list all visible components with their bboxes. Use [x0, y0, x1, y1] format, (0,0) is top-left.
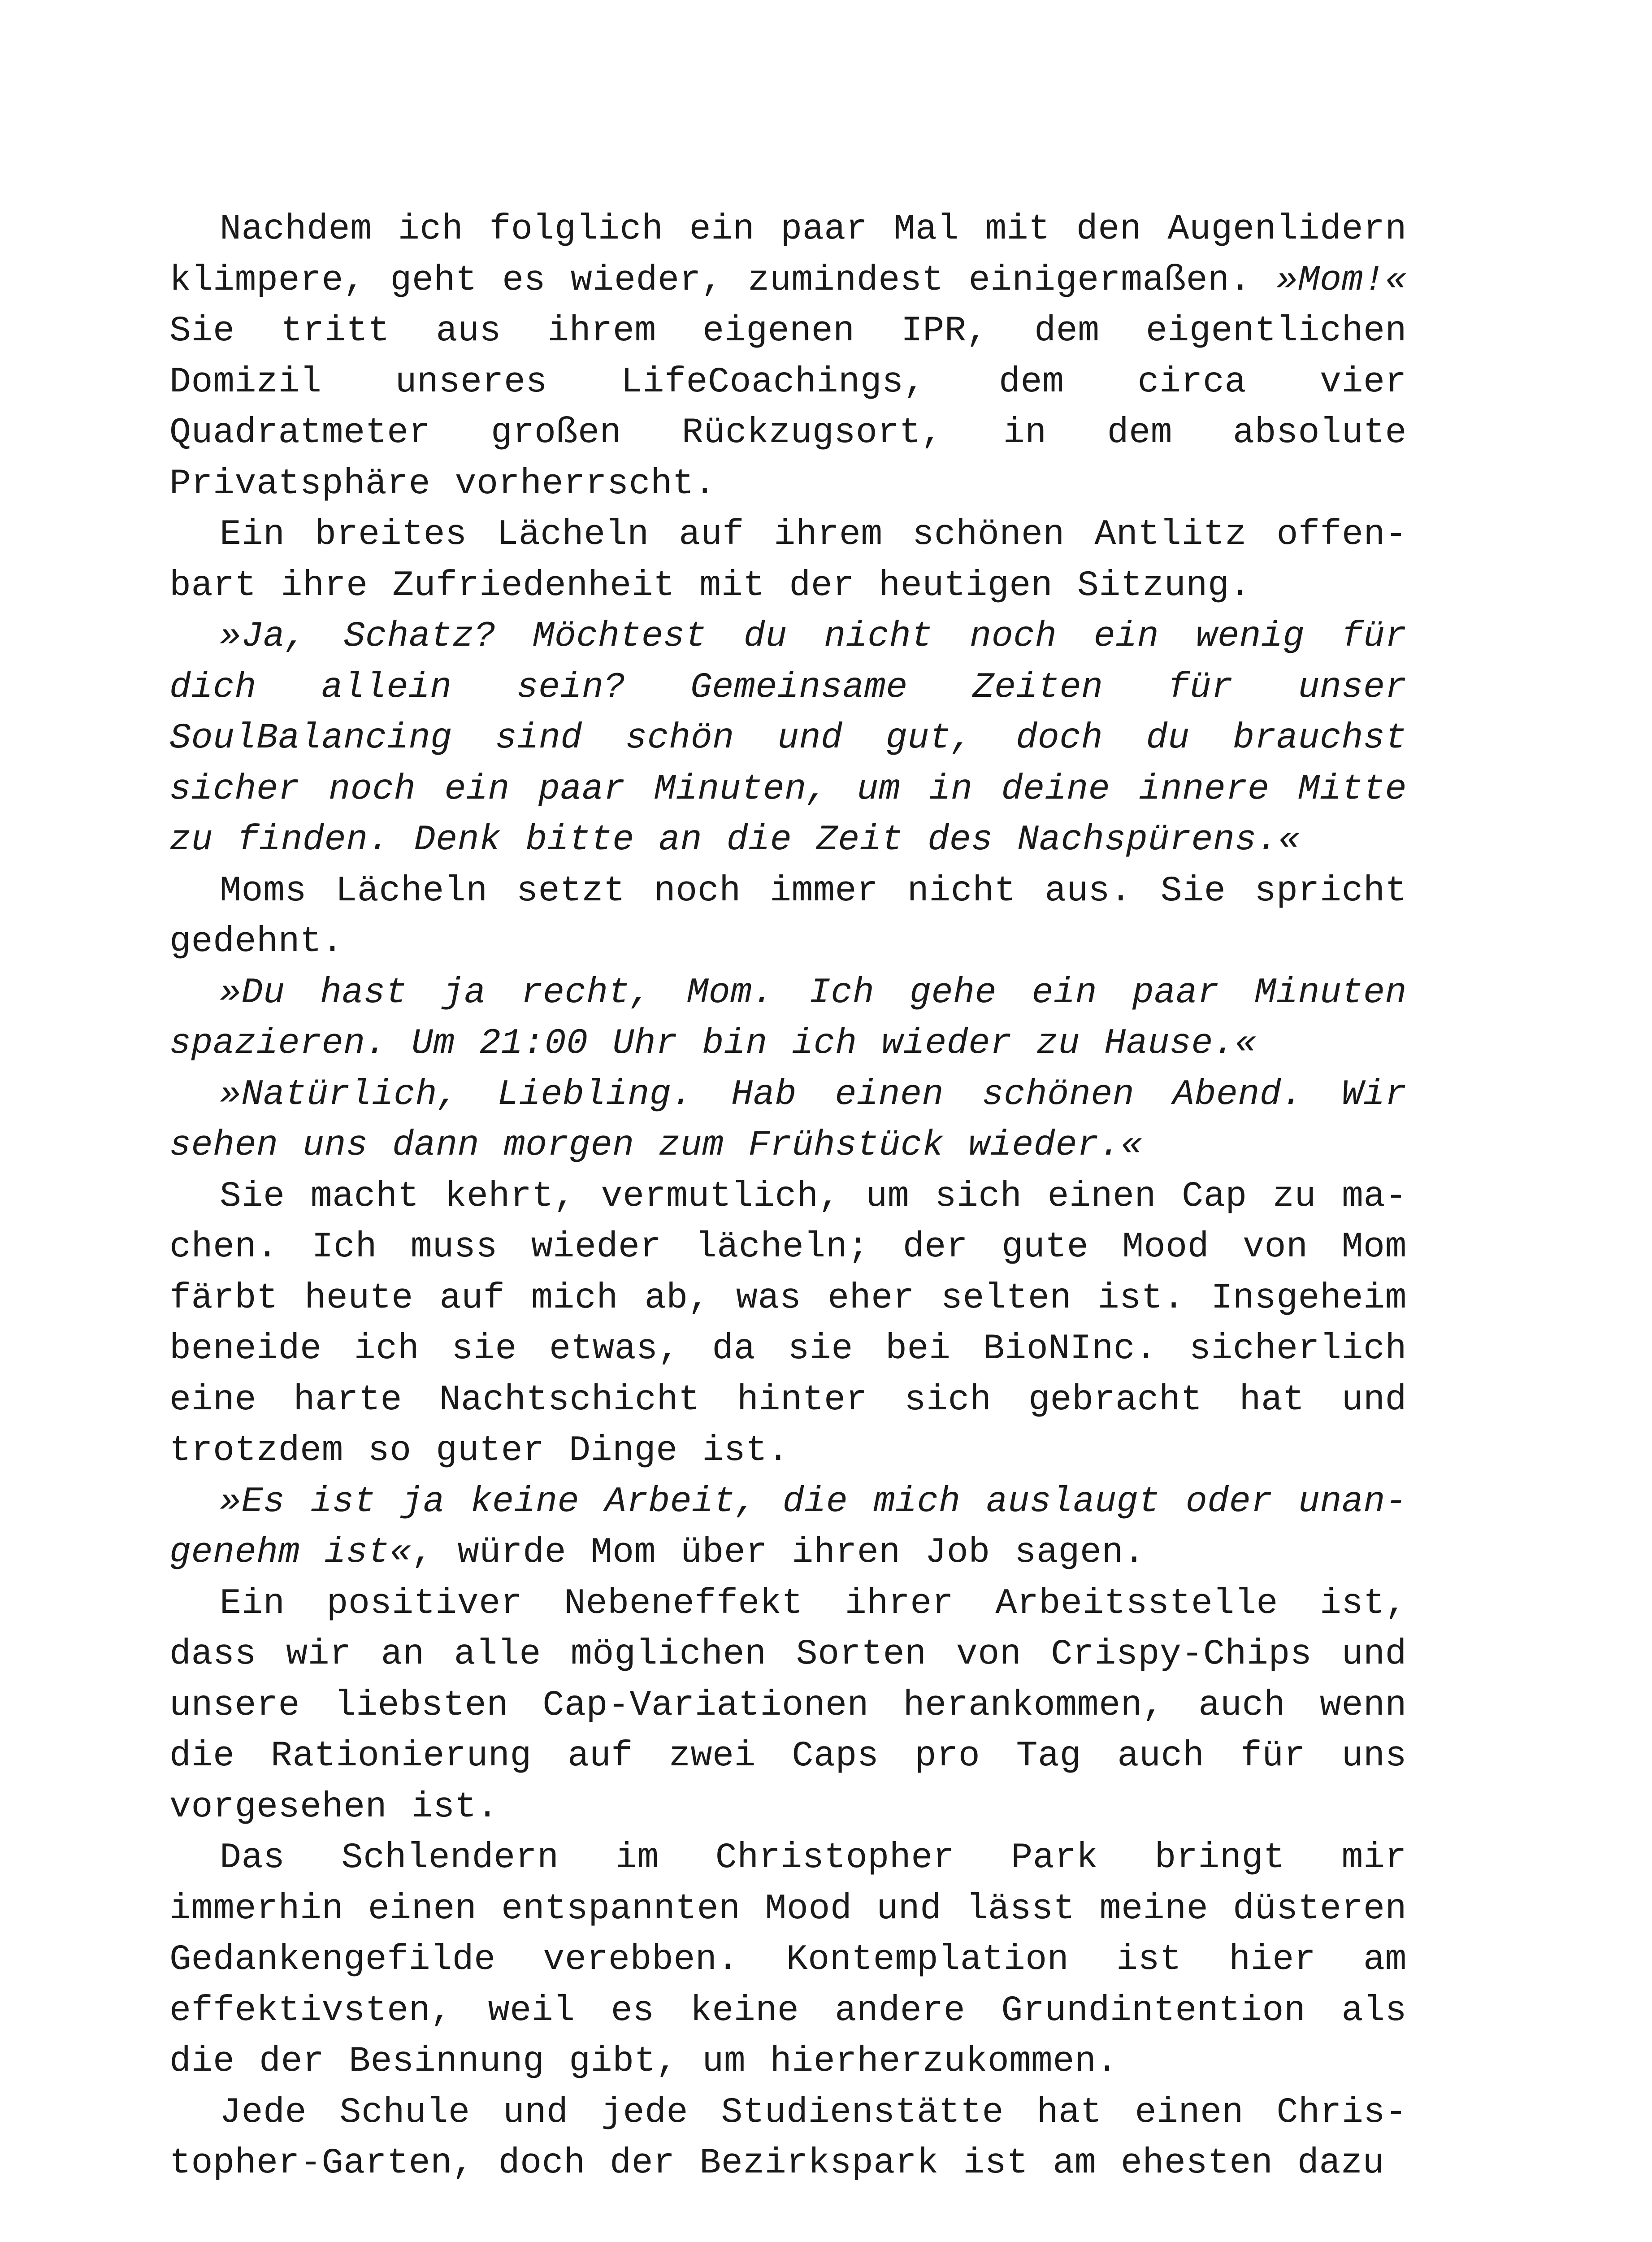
text-run: Jede Schule und jede Studienstätte hat einen Christopher-Garten, doch der Bezirkspark ist am ehesten dazu — [169, 2092, 1407, 2184]
paragraph — [169, 1171, 1407, 1477]
body-text — [169, 204, 1407, 2189]
italic-text-run: »Du hast ja recht, Mom. Ich gehe ein paar Minuten spazieren. Um 21:00 Uhr bin ich wieder zu Hause.« — [169, 972, 1407, 1064]
text-run: Ein positiver Nebeneffekt ihrer Arbeitsstelle ist, dass wir an alle möglichen Sorten von Crispy-Chips und unsere liebsten Cap-Variationen herankommen, auch wenn die Rationierung auf zwei Caps pro Tag auch für uns vorgesehen ist. — [169, 1583, 1407, 1828]
text-run: Sie macht kehrt, vermutlich, um sich einen Cap zu machen. Ich muss wieder lächeln; der gute Mood von Mom färbt heute auf mich ab, was eher selten ist. Insgeheim beneide ich sie etwas, da sie bei BioNInc. sicherlich eine harte Nachtschicht hinter sich gebracht hat und trotzdem so guter Dinge ist. — [169, 1176, 1407, 1471]
paragraph — [169, 611, 1407, 866]
paragraph — [169, 2087, 1407, 2189]
text-run: Moms Lächeln setzt noch immer nicht aus. Sie spricht gedehnt. — [169, 870, 1407, 962]
text-run: Das Schlendern im Christopher Park bringt mir immerhin einen entspannten Mood und lässt meine düsteren Gedankengefilde verebben. Kontemplation ist hier am effektivsten, weil es keine andere Grundintention als die der Besinnung gibt, um hierherzukommen. — [169, 1838, 1407, 2082]
paragraph — [169, 1477, 1407, 1578]
paragraph — [169, 968, 1407, 1069]
italic-text-run: »Mom!« — [1276, 260, 1407, 301]
text-run: Ein breites Lächeln auf ihrem schönen Antlitz offenbart ihre Zufriedenheit mit der heutigen Sitzung. — [169, 514, 1407, 606]
text-run: Sie tritt aus ihrem eigenen IPR, dem eigentlichen Domizil unseres LifeCoachings, dem circa vier Quadratmeter großen Rückzugsort, in dem absolute Privatsphäre vorherrscht. — [169, 311, 1407, 504]
text-run: Nachdem ich folglich ein paar Mal mit den Augenlidern klimpere, geht es wieder, zumindest einigermaßen. — [169, 209, 1407, 301]
paragraph — [169, 1578, 1407, 1833]
paragraph — [169, 866, 1407, 968]
paragraph — [169, 509, 1407, 611]
italic-text-run: »Natürlich, Liebling. Hab einen schönen Abend. Wir sehen uns dann morgen zum Frühstück wieder.« — [169, 1074, 1407, 1166]
paragraph — [169, 204, 1407, 509]
paragraph — [169, 1833, 1407, 2087]
italic-text-run: »Es ist ja keine Arbeit, die mich auslaugt oder unangenehm ist« — [169, 1481, 1407, 1573]
italic-text-run: »Ja, Schatz? Möchtest du nicht noch ein wenig für dich allein sein? Gemeinsame Zeiten für unser SoulBalancing sind schön und gut, doch du brauchst sicher noch ein paar Minuten, um in deine innere Mitte zu finden. Denk bitte an die Zeit des Nachspürens.« — [169, 616, 1407, 860]
text-run: , würde Mom über ihren Job sagen. — [411, 1532, 1145, 1573]
paragraph — [169, 1069, 1407, 1171]
